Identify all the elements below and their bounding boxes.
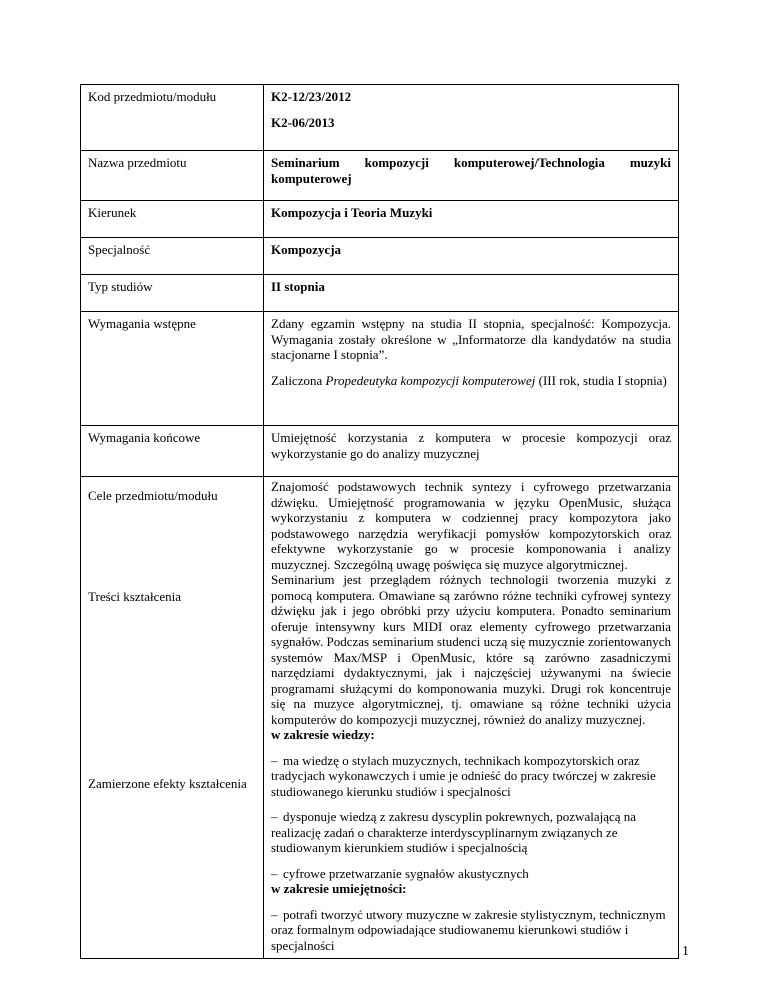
- dash-marker: –: [271, 752, 278, 768]
- value-wymagania-koncowe: Umiejętność korzystania z komputera w procesie kompozycji oraz wykorzystanie go do analizy muzycznej: [264, 426, 679, 477]
- value-wymagania-wstepne: [264, 312, 679, 426]
- page-number: 1: [682, 944, 689, 959]
- prerequisite-course-name: Propedeutyka kompozycji komputerowej: [325, 372, 536, 388]
- row-content-block: [81, 477, 679, 959]
- label-tresci: Treści kształcenia: [88, 589, 182, 604]
- row-kod-przedmiotu: [81, 85, 679, 151]
- row-wymagania-koncowe: [81, 426, 679, 477]
- value-kierunek: Kompozycja i Teoria Muzyki: [264, 201, 679, 238]
- label-cele: Cele przedmiotu/modułu: [88, 488, 218, 503]
- course-description-table: [80, 84, 679, 959]
- heading-umiejetnosci: w zakresie umiejętności:: [271, 881, 407, 896]
- effect-knowledge-1-text: ma wiedzę o stylach muzycznych, technikach kompozytorskich oraz tradycjach wykonawczych i umie je odnieść do pracy twórczej w zakresie studiowanego kierunku studiów i specjalności: [271, 752, 656, 799]
- entry-requirements-text: Zdany egzamin wstępny na studia II stopnia, specjalność: Kompozycja. Wymagania zostały określone w „Informatorze dla kandydatów na studia stacjonarne I stopnia”.: [271, 316, 671, 362]
- prerequisite-suffix: (III rok, studia I stopnia): [535, 372, 667, 388]
- value-specjalnosc: Kompozycja: [264, 238, 679, 275]
- label-specjalnosc: Specjalność: [81, 238, 264, 275]
- label-wymagania-wstepne: Wymagania wstępne: [81, 312, 264, 426]
- dash-marker: –: [271, 865, 278, 881]
- dash-marker: –: [271, 906, 278, 922]
- course-code-2: K2-06/2013: [271, 114, 335, 130]
- labels-column: [81, 477, 264, 959]
- label-nazwa-przedmiotu: Nazwa przedmiotu: [81, 151, 264, 201]
- effect-knowledge-2-text: dysponuje wiedzą z zakresu dyscyplin pokrewnych, pozwalającą na realizację zadań o charakterze interdyscyplinarnym związanych ze studiowanym kierunkiem studiów i specjalnością: [271, 809, 637, 855]
- row-typ-studiow: [81, 275, 679, 312]
- effect-knowledge-3-text: cyfrowe przetwarzanie sygnałów akustycznych: [283, 865, 529, 881]
- row-wymagania-wstepne: [81, 312, 679, 426]
- prerequisite-prefix: Zaliczona: [271, 372, 326, 388]
- row-kierunek: [81, 201, 679, 238]
- heading-wiedza: w zakresie wiedzy:: [271, 727, 375, 742]
- label-kierunek: Kierunek: [81, 201, 264, 238]
- effect-knowledge-2: [271, 809, 671, 856]
- course-code-1: K2-12/23/2012: [271, 89, 352, 104]
- prerequisite-course-text: [271, 373, 671, 389]
- value-tresci: Seminarium jest przeglądem różnych technologii tworzenia muzyki z pomocą komputera. Omawiane są zarówno różne techniki cyfrowej syntezy dźwięku jak i jego obróbki przy użyciu komputera. Ponadto seminarium oferuje intensywny kurs MIDI oraz elementy cyfrowego przetwarzania sygnałów. Podczas seminarium studenci uczą się muzycznie zorientowanych systemów Max/MSP i OpenMusic, które są zarówno zasadniczymi narzędziami dydaktycznymi, jak i najczęściej używanymi na świecie programami służącymi do komponowania muzyki. Drugi rok koncentruje się na muzyce algorytmicznej, tj. omawiane są różne techniki użycia komputerów do kompozycji muzycznej, również do analizy muzycznej.: [271, 572, 671, 727]
- effect-knowledge-3: [271, 866, 671, 882]
- value-typ-studiow: II stopnia: [264, 275, 679, 312]
- row-specjalnosc: [81, 238, 679, 275]
- value-kod-przedmiotu: [264, 85, 679, 151]
- content-column: [264, 477, 679, 959]
- effect-skill-1-text: potrafi tworzyć utwory muzyczne w zakresie stylistycznym, technicznym oraz formalnym odpowiadające studiowanemu kierunkowi studiów i specjalności: [271, 906, 666, 953]
- label-kod-przedmiotu: Kod przedmiotu/modułu: [81, 85, 264, 151]
- label-wymagania-koncowe: Wymagania końcowe: [81, 426, 264, 477]
- label-typ-studiow: Typ studiów: [81, 275, 264, 312]
- effect-knowledge-1: [271, 753, 671, 800]
- dash-marker: –: [271, 809, 278, 824]
- value-cele: Znajomość podstawowych technik syntezy i cyfrowego przetwarzania dźwięku. Umiejętność programowania w języku OpenMusic, służąca wykorzystaniu z komputera w codziennej pracy kompozytora jako podstawowego narzędzia weryfikacji pomysłów kompozytorskich oraz efektywne wykorzystanie go w procesie komponowania i analizy muzycznej. Szczególną uwagę poświęca się muzyce algorytmicznej.: [271, 479, 671, 572]
- value-nazwa-przedmiotu: Seminarium kompozycji komputerowej/Technologia muzyki komputerowej: [264, 151, 679, 201]
- effect-skill-1: [271, 907, 671, 954]
- row-nazwa-przedmiotu: [81, 151, 679, 201]
- label-efekty: Zamierzone efekty kształcenia: [88, 776, 247, 791]
